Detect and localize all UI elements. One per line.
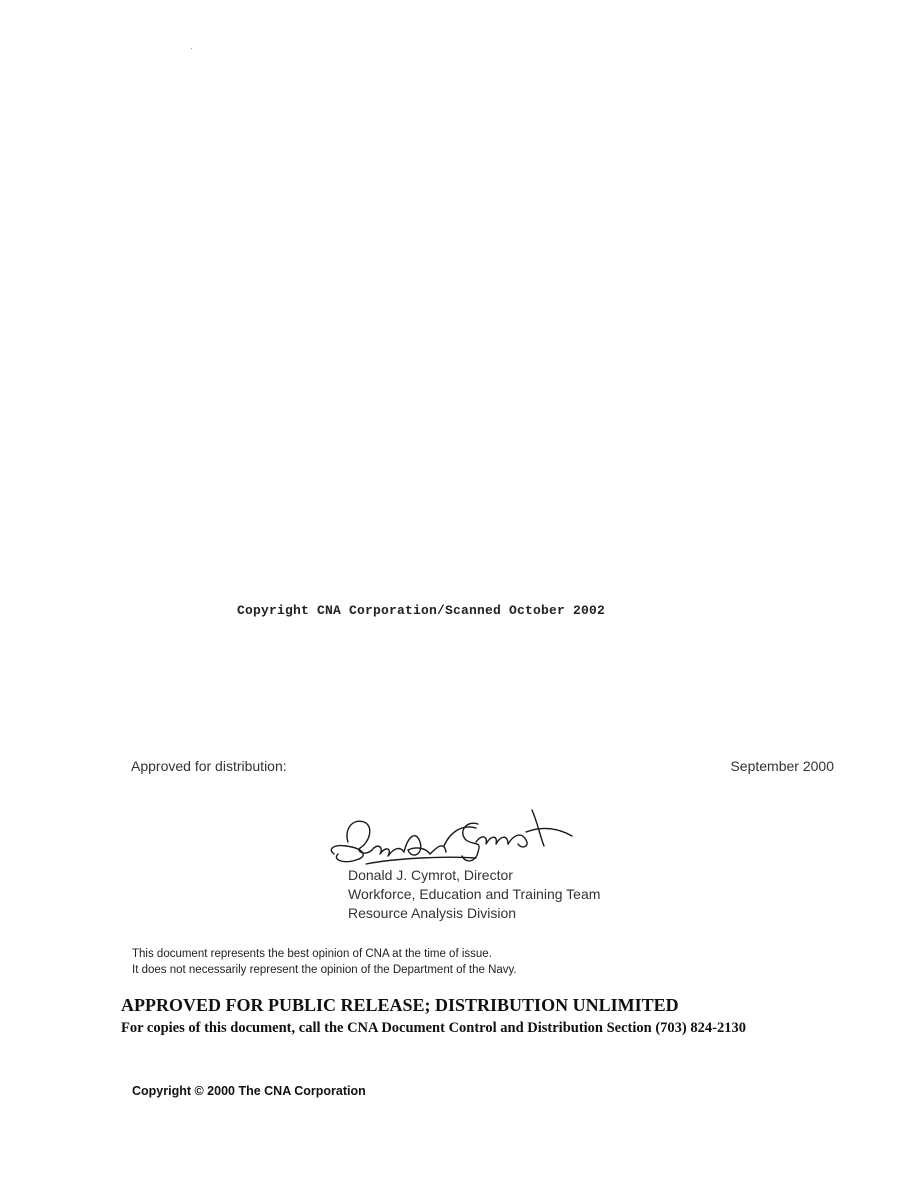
copies-contact-note: For copies of this document, call the CNA Document Control and Distribution Section (703) 824-2130	[121, 1020, 746, 1036]
disclaimer	[132, 946, 517, 978]
corporation-copyright: Copyright © 2000 The CNA Corporation	[132, 1084, 366, 1098]
signatory-name: Donald J. Cymrot, Director	[348, 867, 513, 883]
public-release-heading: APPROVED FOR PUBLIC RELEASE; DISTRIBUTION UNLIMITED	[121, 995, 679, 1015]
disclaimer-line-2: It does not necessarily represent the opinion of the Department of the Navy.	[132, 964, 517, 976]
issue-date: September 2000	[730, 758, 834, 774]
signatory-block	[348, 866, 600, 923]
scan-speck	[191, 48, 192, 49]
scan-copyright-notice: Copyright CNA Corporation/Scanned October 2002	[237, 603, 606, 618]
approved-for-distribution-label: Approved for distribution:	[131, 758, 287, 774]
signatory-team: Workforce, Education and Training Team	[348, 886, 601, 902]
disclaimer-line-1: This document represents the best opinion of CNA at the time of issue.	[132, 948, 492, 960]
signatory-division: Resource Analysis Division	[348, 905, 517, 921]
